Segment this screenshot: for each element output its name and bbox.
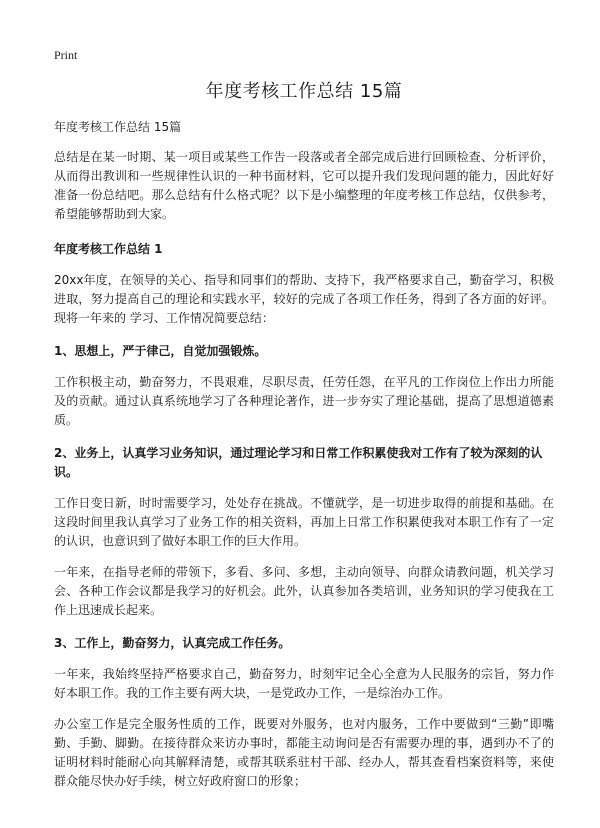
section-intro-paragraph: 20xx年度，在领导的关心、指导和同事们的帮助、支持下，我严格要求自己，勤奋学习，积极进取，努力提高自己的理论和实践水平，较好的完成了各项工作任务，得到了各方面的好评。现将一年来的 学习、工作情况简要总结：: [54, 273, 554, 325]
paragraph-business-2: 一年来，在指导老师的带领下，多看、多问、多想，主动向领导、向群众请教问题，机关学习会、各种工作会议都是我学习的好机会。此外，认真参加各类培训，业务知识的学习使我在工作上迅速成长起来。: [54, 565, 554, 617]
paragraph-thought: 工作积极主动，勤奋努力，不畏艰难，尽职尽责，任劳任怨，在平凡的工作岗位上作出力所能及的贡献。通过认真系统地学习了各种理论著作，进一步夯实了理论基础，提高了思想道德素质。: [54, 375, 554, 427]
document-title: 年度考核工作总结 15篇: [205, 81, 403, 102]
heading-business: 2、业务上，认真学习业务知识，通过理论学习和日常工作积累使我对工作有了较为深刻的认识。: [54, 446, 543, 479]
print-link[interactable]: Print: [54, 48, 78, 62]
paragraph-business-1: 工作日变日新，时时需要学习，处处存在挑战。不懂就学，是一切进步取得的前提和基础。在这段时间里我认真学习了业务工作的相关资料，再加上日常工作积累使我对本职工作有了一定的认识，也意识到了做好本职工作的巨大作用。: [54, 496, 554, 548]
section-heading: 年度考核工作总结 1: [54, 242, 163, 256]
heading-thought: 1、思想上，严于律己，自觉加强锻炼。: [54, 344, 267, 358]
document-subtitle: 年度考核工作总结 15篇: [54, 120, 182, 134]
paragraph-work-1: 一年来，我始终坚持严格要求自己，勤奋努力，时刻牢记全心全意为人民服务的宗旨，努力作好本职工作。我的工作主要有两大块，一是党政办工作，一是综治办工作。: [54, 667, 554, 700]
intro-paragraph: 总结是在某一时期、某一项目或某些工作告一段落或者全部完成后进行回顾检查、分析评价，从而得出教训和一些规律性认识的一种书面材料，它可以提升我们发现问题的能力，因此好好准备一份总结吧。那么总结有什么格式呢？以下是小编整理的年度考核工作总结，仅供参考，希望能够帮助到大家。: [54, 150, 554, 221]
heading-work: 3、工作上，勤奋努力，认真完成工作任务。: [54, 636, 291, 650]
paragraph-work-2: 办公室工作是完全服务性质的工作，既要对外服务，也对内服务，工作中要做到“三勤”即嘴勤、手勤、脚勤。在接待群众来访办事时，都能主动询问是否有需要办理的事，遇到办不了的证明材料时能耐心向其解释清楚，或帮其联系驻村干部、经办人，帮其查看档案资料等，来使群众能尽快办好手续，树立好政府窗口的形象；: [54, 717, 554, 788]
